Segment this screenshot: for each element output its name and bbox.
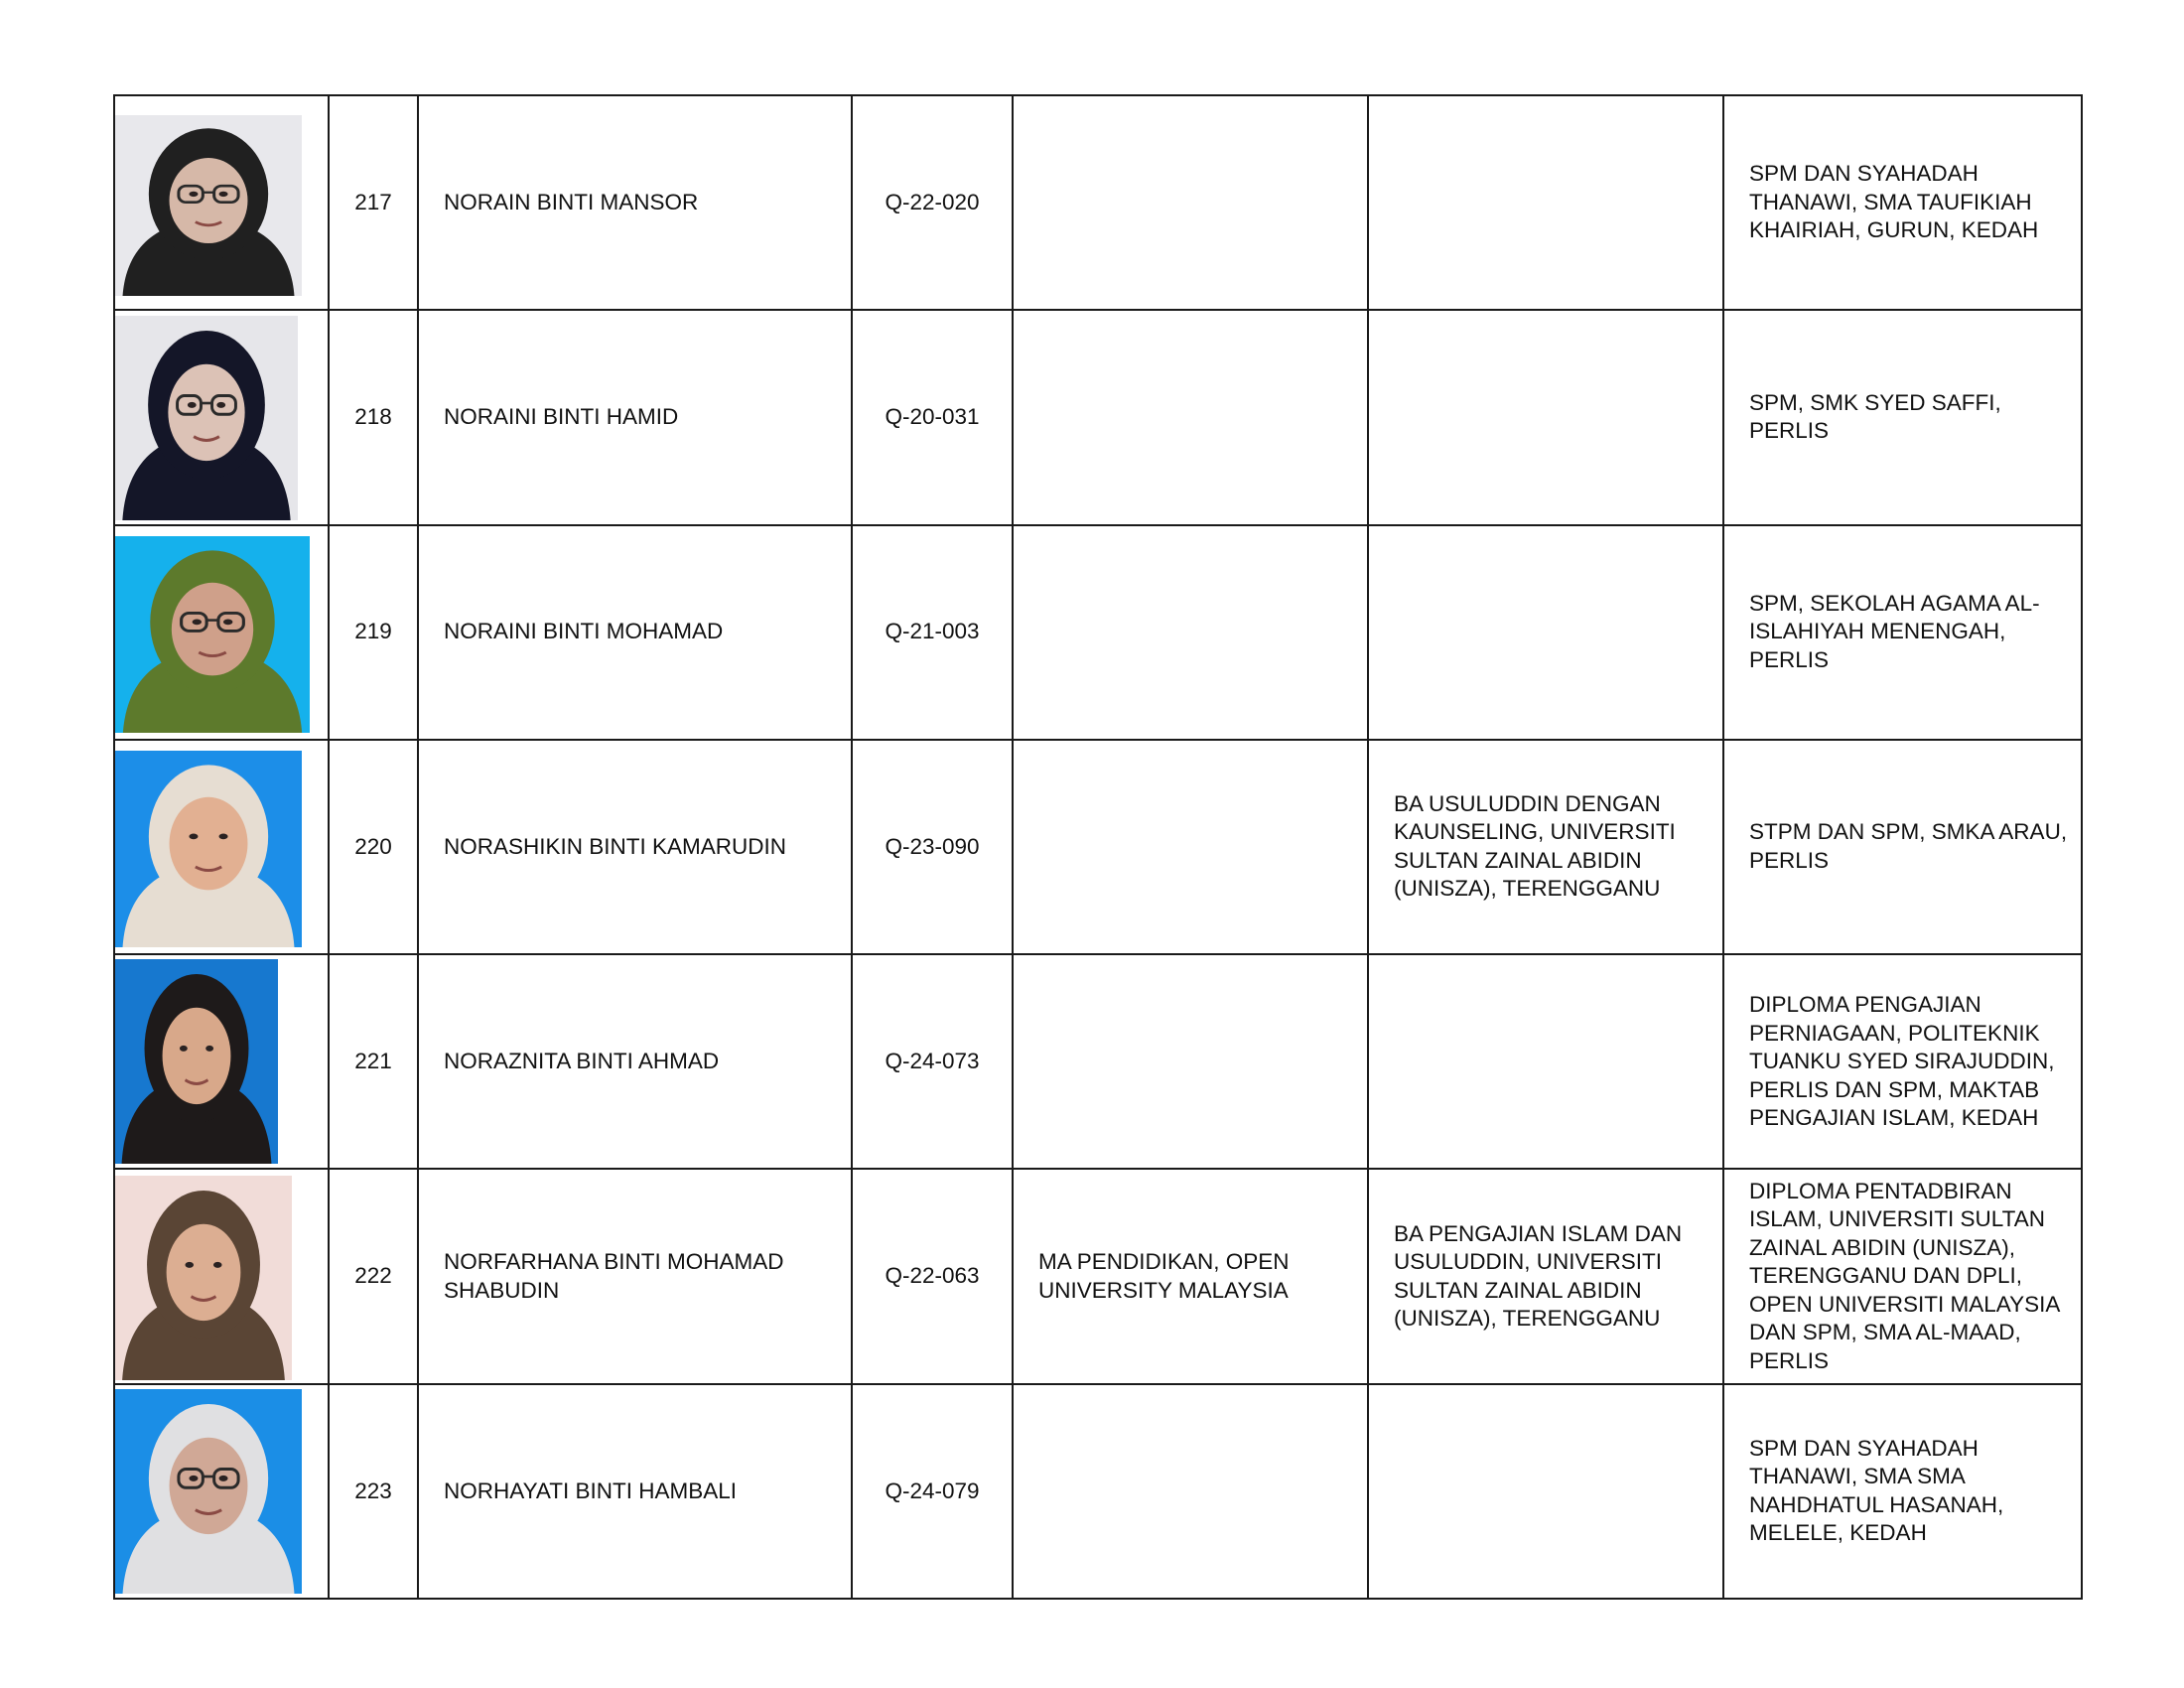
school-qualification: SPM DAN SYAHADAH THANAWI, SMA TAUFIKIAH KHAIRIAH, GURUN, KEDAH <box>1723 95 2082 310</box>
portrait-photo <box>115 1389 302 1594</box>
row-number: 219 <box>329 525 418 740</box>
master-qualification <box>1013 740 1368 954</box>
candidate-name: NORAINI BINTI HAMID <box>418 310 852 524</box>
row-number: 222 <box>329 1169 418 1383</box>
photo-cell <box>114 95 329 310</box>
table-row <box>114 1169 2082 1383</box>
candidate-code: Q-20-031 <box>852 310 1013 524</box>
candidate-name: NORAZNITA BINTI AHMAD <box>418 954 852 1169</box>
school-qualification: DIPLOMA PENTADBIRAN ISLAM, UNIVERSITI SULTAN ZAINAL ABIDIN (UNISZA), TERENGGANU DAN DPLI, OPEN UNIVERSITI MALAYSIA DAN SPM, SMA AL-MAAD, PERLIS <box>1723 1169 2082 1383</box>
table-row <box>114 740 2082 954</box>
row-number: 220 <box>329 740 418 954</box>
master-qualification <box>1013 525 1368 740</box>
candidate-code: Q-22-063 <box>852 1169 1013 1383</box>
row-number: 223 <box>329 1384 418 1599</box>
photo-cell <box>114 1384 329 1599</box>
candidate-code: Q-24-073 <box>852 954 1013 1169</box>
candidate-name: NORFARHANA BINTI MOHAMAD SHABUDIN <box>418 1169 852 1383</box>
photo-cell <box>114 525 329 740</box>
candidate-code: Q-23-090 <box>852 740 1013 954</box>
portrait-photo <box>115 536 310 733</box>
photo-cell <box>114 1169 329 1383</box>
portrait-photo <box>115 959 278 1164</box>
candidate-code: Q-21-003 <box>852 525 1013 740</box>
candidate-name: NORAIN BINTI MANSOR <box>418 95 852 310</box>
photo-cell <box>114 954 329 1169</box>
portrait-photo <box>115 115 302 296</box>
degree-qualification <box>1368 954 1723 1169</box>
photo-cell <box>114 310 329 524</box>
school-qualification: SPM DAN SYAHADAH THANAWI, SMA SMA NAHDHATUL HASANAH, MELELE, KEDAH <box>1723 1384 2082 1599</box>
portrait-photo <box>115 751 302 947</box>
table-row <box>114 954 2082 1169</box>
school-qualification: SPM, SEKOLAH AGAMA AL-ISLAHIYAH MENENGAH, PERLIS <box>1723 525 2082 740</box>
candidate-code: Q-22-020 <box>852 95 1013 310</box>
photo-cell <box>114 740 329 954</box>
candidate-name: NORASHIKIN BINTI KAMARUDIN <box>418 740 852 954</box>
master-qualification <box>1013 310 1368 524</box>
candidate-code: Q-24-079 <box>852 1384 1013 1599</box>
school-qualification: STPM DAN SPM, SMKA ARAU, PERLIS <box>1723 740 2082 954</box>
school-qualification: DIPLOMA PENGAJIAN PERNIAGAAN, POLITEKNIK TUANKU SYED SIRAJUDDIN, PERLIS DAN SPM, MAKTAB PENGAJIAN ISLAM, KEDAH <box>1723 954 2082 1169</box>
degree-qualification <box>1368 310 1723 524</box>
degree-qualification <box>1368 525 1723 740</box>
master-qualification: MA PENDIDIKAN, OPEN UNIVERSITY MALAYSIA <box>1013 1169 1368 1383</box>
master-qualification <box>1013 1384 1368 1599</box>
row-number: 218 <box>329 310 418 524</box>
degree-qualification: BA PENGAJIAN ISLAM DAN USULUDDIN, UNIVERSITI SULTAN ZAINAL ABIDIN (UNISZA), TERENGGANU <box>1368 1169 1723 1383</box>
portrait-photo <box>115 1176 292 1380</box>
candidate-table <box>113 94 2083 1600</box>
row-number: 221 <box>329 954 418 1169</box>
candidate-name: NORAINI BINTI MOHAMAD <box>418 525 852 740</box>
table-row <box>114 95 2082 310</box>
table-row <box>114 525 2082 740</box>
portrait-photo <box>115 316 298 520</box>
table-row <box>114 310 2082 524</box>
table-row <box>114 1384 2082 1599</box>
row-number: 217 <box>329 95 418 310</box>
master-qualification <box>1013 95 1368 310</box>
school-qualification: SPM, SMK SYED SAFFI, PERLIS <box>1723 310 2082 524</box>
degree-qualification <box>1368 1384 1723 1599</box>
degree-qualification <box>1368 95 1723 310</box>
master-qualification <box>1013 954 1368 1169</box>
degree-qualification: BA USULUDDIN DENGAN KAUNSELING, UNIVERSITI SULTAN ZAINAL ABIDIN (UNISZA), TERENGGANU <box>1368 740 1723 954</box>
candidate-name: NORHAYATI BINTI HAMBALI <box>418 1384 852 1599</box>
